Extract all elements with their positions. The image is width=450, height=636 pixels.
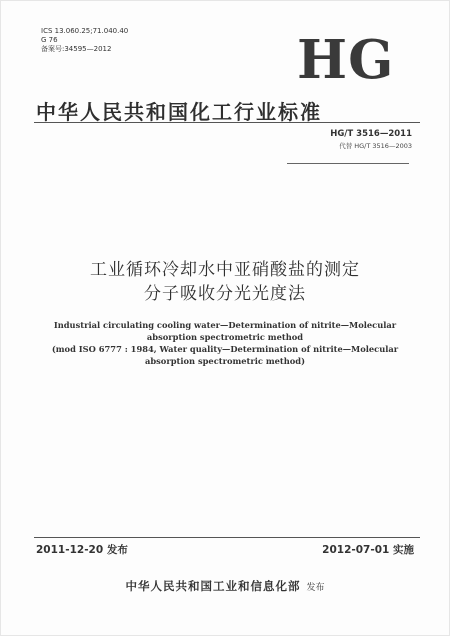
issuer-name: 中华人民共和国工业和信息化部 xyxy=(125,579,301,593)
english-title-line: absorption spectrometric method xyxy=(146,332,304,342)
replaces-note: 代替 HG/T 3516—2003 xyxy=(339,142,412,150)
classification-code: G 76 xyxy=(41,36,58,44)
english-title-line: absorption spectrometric method) xyxy=(144,356,306,366)
issuer-suffix: 发布 xyxy=(306,583,325,593)
english-title-line: (mod ISO 6777 : 1984, Water quality—Determination of nitrite—Molecular xyxy=(51,344,399,354)
chinese-title-line-2: 分子吸收分光光度法 xyxy=(144,284,306,304)
standard-number: HG/T 3516—2011 xyxy=(330,129,412,139)
standard-number-underline xyxy=(287,163,409,164)
issuer xyxy=(0,578,450,594)
hg-logo: HG xyxy=(297,29,395,91)
bottom-divider xyxy=(34,537,420,538)
english-title xyxy=(20,319,430,367)
issue-date: 2011-12-20 发布 xyxy=(36,544,128,556)
standard-type-title: 中华人民共和国化工行业标准 xyxy=(36,100,322,124)
implementation-date: 2012-07-01 实施 xyxy=(322,544,414,556)
filing-number: 备案号:34595—2012 xyxy=(41,45,112,53)
english-title-line: Industrial circulating cooling water—Determination of nitrite—Molecular xyxy=(53,320,397,330)
top-divider xyxy=(34,122,420,123)
ics-code: ICS 13.060.25;71.040.40 xyxy=(41,27,129,35)
chinese-title-line-1: 工业循环冷却水中亚硝酸盐的测定 xyxy=(90,260,360,280)
